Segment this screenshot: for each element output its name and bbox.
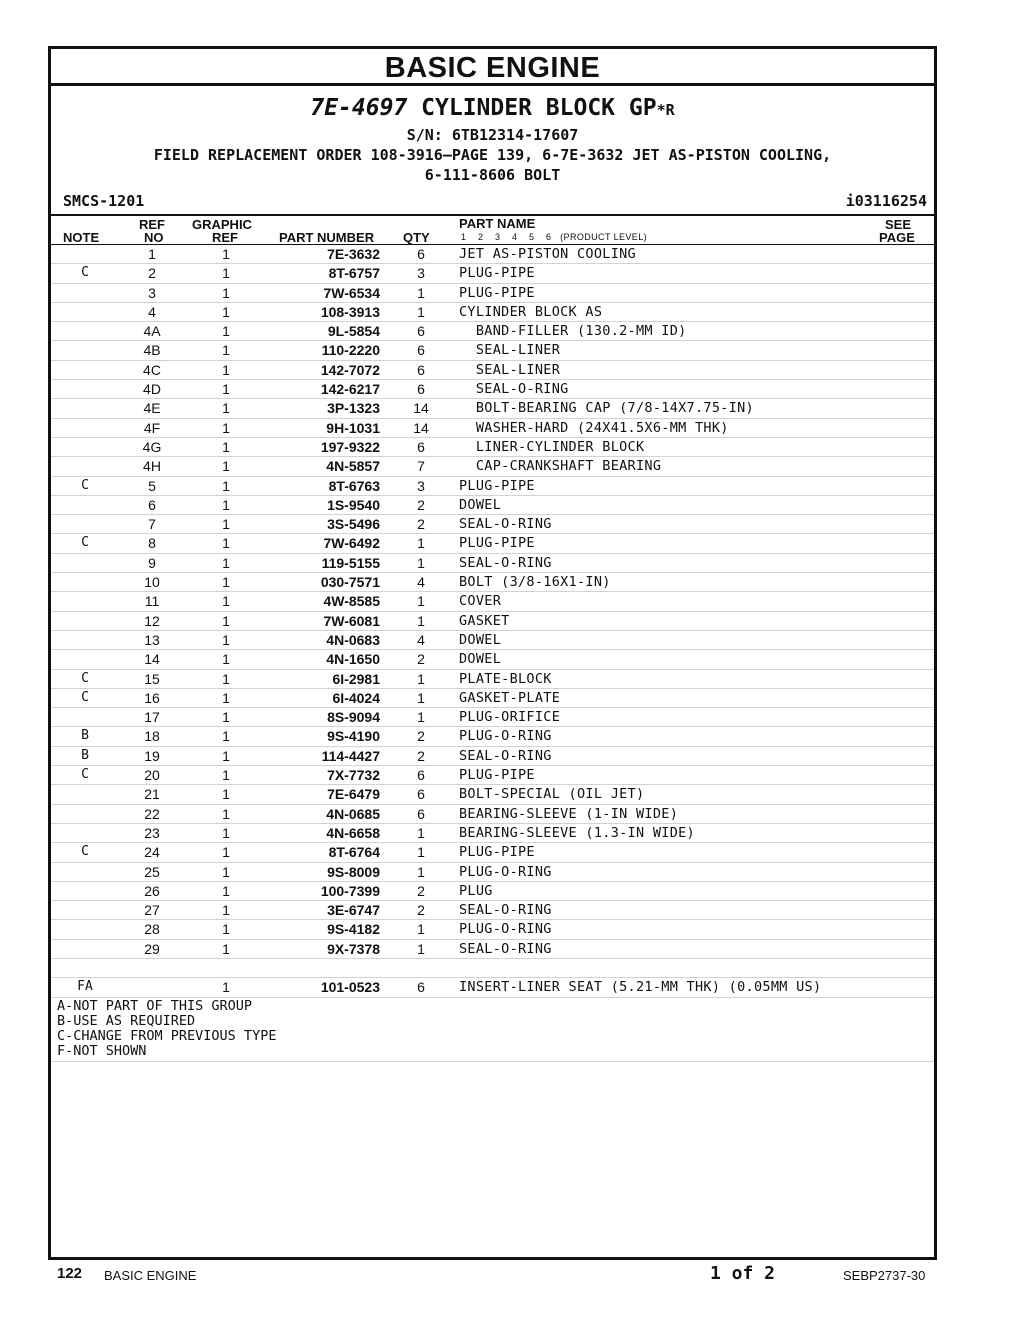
part-number-cell[interactable]: 8S-9094 xyxy=(327,709,380,726)
table-row[interactable] xyxy=(51,805,934,824)
group-part-number[interactable]: 7E-4697 xyxy=(310,95,408,121)
part-number-cell[interactable]: 4W-8585 xyxy=(323,593,380,610)
part-name-cell: GASKET xyxy=(459,612,510,629)
ref-no-cell: 28 xyxy=(144,921,160,938)
ref-no-cell: 1 xyxy=(148,246,156,262)
part-number-cell[interactable]: 3E-6747 xyxy=(327,902,380,919)
part-name-cell: CYLINDER BLOCK AS xyxy=(459,303,603,320)
qty-cell: 2 xyxy=(417,902,425,919)
graphic-ref-cell: 1 xyxy=(222,458,230,475)
table-row[interactable] xyxy=(51,766,934,785)
graphic-ref-cell: 1 xyxy=(222,786,230,803)
ref-no-cell: 18 xyxy=(144,728,160,745)
qty-cell: 6 xyxy=(417,323,425,340)
qty-cell: 3 xyxy=(417,477,425,494)
part-number-cell[interactable]: 101-0523 xyxy=(320,979,380,996)
part-name-cell: JET AS-PISTON COOLING xyxy=(459,246,636,262)
graphic-ref-cell: 1 xyxy=(222,496,230,513)
header-graphic-bottom: REF xyxy=(212,230,238,245)
ref-no-cell: 11 xyxy=(144,593,160,610)
qty-cell: 3 xyxy=(417,265,425,282)
part-number-cell[interactable]: 4N-6658 xyxy=(326,824,380,841)
qty-cell: 2 xyxy=(417,516,425,533)
section-title: BASIC ENGINE xyxy=(51,49,934,86)
ref-no-cell: 23 xyxy=(144,824,160,841)
graphic-ref-cell: 1 xyxy=(222,940,230,957)
graphic-ref-cell: 1 xyxy=(222,361,230,378)
graphic-ref-cell: 1 xyxy=(222,728,230,745)
table-row[interactable] xyxy=(51,573,934,592)
part-number-cell[interactable]: 6I-2981 xyxy=(332,670,380,687)
part-name-cell: SEAL-O-RING xyxy=(459,902,552,919)
note-cell: C xyxy=(81,844,89,860)
graphic-ref-cell: 1 xyxy=(222,438,230,455)
qty-cell: 4 xyxy=(417,631,425,648)
part-name-cell: PLATE-BLOCK xyxy=(459,670,552,687)
ref-no-cell: 14 xyxy=(144,651,160,668)
ref-no-cell: 10 xyxy=(144,574,160,591)
parts-table-body xyxy=(51,245,934,998)
note-legend-item: C-CHANGE FROM PREVIOUS TYPE xyxy=(57,1027,277,1044)
parts-page-frame xyxy=(48,46,937,1260)
qty-cell: 6 xyxy=(417,438,425,455)
part-name-cell: LINER-CYLINDER BLOCK xyxy=(459,438,645,455)
part-number-cell[interactable]: 6I-4024 xyxy=(332,689,380,706)
graphic-ref-cell: 1 xyxy=(222,921,230,938)
part-number-cell[interactable]: 8T-6764 xyxy=(328,844,380,861)
qty-cell: 1 xyxy=(417,535,425,552)
part-name-cell: BOLT-SPECIAL (OIL JET) xyxy=(459,786,645,803)
qty-cell: 6 xyxy=(417,805,425,822)
qty-cell: 6 xyxy=(417,979,425,996)
ref-no-cell: 4C xyxy=(143,361,161,378)
ref-no-cell: 5 xyxy=(148,477,156,494)
part-number-cell[interactable]: 7W-6492 xyxy=(323,535,380,552)
qty-cell: 2 xyxy=(417,651,425,668)
note-cell: C xyxy=(81,477,89,493)
part-name-cell: SEAL-O-RING xyxy=(459,516,552,533)
note-legend-item: B-USE AS REQUIRED xyxy=(57,1012,196,1029)
header-note: NOTE xyxy=(63,230,100,245)
table-row[interactable] xyxy=(51,631,934,650)
table-row[interactable] xyxy=(51,361,934,380)
ref-no-cell: 4D xyxy=(143,381,161,398)
part-name-cell: SEAL-LINER xyxy=(459,342,561,359)
ref-no-cell: 8 xyxy=(148,535,156,552)
smcs-code: SMCS-1201 xyxy=(63,192,145,210)
part-name-cell: SEAL-LINER xyxy=(459,361,561,378)
part-name-cell: DOWEL xyxy=(459,631,502,648)
qty-cell: 1 xyxy=(417,670,425,687)
part-name-cell: PLUG-O-RING xyxy=(459,863,552,880)
graphic-ref-cell: 1 xyxy=(222,767,230,784)
part-number-cell[interactable]: 110-2220 xyxy=(321,342,380,359)
table-row[interactable] xyxy=(51,419,934,438)
table-row[interactable] xyxy=(51,650,934,669)
graphic-ref-cell: 1 xyxy=(222,535,230,552)
group-suffix: *R xyxy=(656,101,675,119)
table-row[interactable] xyxy=(51,747,934,766)
graphic-ref-cell: 1 xyxy=(222,574,230,591)
ref-no-cell: 22 xyxy=(144,805,160,822)
part-number-cell[interactable]: 7W-6534 xyxy=(323,284,380,301)
note-cell: C xyxy=(81,265,89,281)
table-row[interactable] xyxy=(51,592,934,611)
page-number: 122 xyxy=(57,1265,83,1282)
part-number-cell[interactable]: 4N-1650 xyxy=(326,651,380,668)
note-cell: B xyxy=(81,728,89,744)
part-name-cell: PLUG-PIPE xyxy=(459,844,535,861)
qty-cell: 6 xyxy=(417,361,425,378)
graphic-ref-cell: 1 xyxy=(222,246,230,262)
qty-cell: 1 xyxy=(417,844,425,861)
part-number-cell[interactable]: 4N-5857 xyxy=(326,458,380,475)
part-number-cell[interactable]: 8T-6763 xyxy=(328,477,380,494)
document-number: SEBP2737-30 xyxy=(843,1268,926,1283)
qty-cell: 2 xyxy=(417,747,425,764)
ref-no-cell: 4B xyxy=(143,342,161,359)
graphic-ref-cell: 1 xyxy=(222,342,230,359)
ref-no-cell: 12 xyxy=(144,612,160,629)
ref-no-cell: 20 xyxy=(144,767,160,784)
table-row[interactable] xyxy=(51,612,934,631)
graphic-ref-cell: 1 xyxy=(222,477,230,494)
qty-cell: 4 xyxy=(417,574,425,591)
qty-cell: 1 xyxy=(417,921,425,938)
part-name-cell: PLUG-PIPE xyxy=(459,265,535,282)
illustration-id: i03116254 xyxy=(845,192,927,210)
part-name-cell: DOWEL xyxy=(459,496,502,513)
qty-cell: 6 xyxy=(417,342,425,359)
qty-cell: 1 xyxy=(417,863,425,880)
table-row[interactable] xyxy=(51,496,934,515)
qty-cell: 6 xyxy=(417,246,425,262)
part-name-cell: PLUG-O-RING xyxy=(459,921,552,938)
header-ref-bottom: NO xyxy=(144,230,164,245)
part-name-cell: PLUG xyxy=(459,882,493,899)
ref-no-cell: 4F xyxy=(143,419,161,436)
ref-no-cell: 9 xyxy=(148,554,156,571)
table-row[interactable] xyxy=(51,341,934,360)
note-cell: B xyxy=(81,747,89,763)
part-name-cell: CAP-CRANKSHAFT BEARING xyxy=(459,458,662,475)
part-number-cell[interactable]: 9H-1031 xyxy=(326,419,380,436)
serial-number-range: S/N: 6TB12314-17607 xyxy=(406,126,579,144)
part-name-cell: GASKET-PLATE xyxy=(459,689,561,706)
qty-cell: 1 xyxy=(417,824,425,841)
page-footer xyxy=(0,1262,1020,1292)
part-name-cell: PLUG-PIPE xyxy=(459,284,535,301)
ref-no-cell: 7 xyxy=(148,516,156,533)
part-name-cell: BEARING-SLEEVE (1.3-IN WIDE) xyxy=(459,824,695,841)
graphic-ref-cell: 1 xyxy=(222,747,230,764)
header-ref-top: REF xyxy=(139,217,165,232)
graphic-ref-cell: 1 xyxy=(222,709,230,726)
part-number-cell[interactable]: 7X-7732 xyxy=(327,767,380,784)
note-cell: FA xyxy=(77,979,93,995)
part-name-cell: PLUG-PIPE xyxy=(459,477,535,494)
part-number-cell[interactable]: 1S-9540 xyxy=(327,496,380,513)
table-spacer-row xyxy=(51,959,934,978)
qty-cell: 1 xyxy=(417,689,425,706)
part-number-cell[interactable]: 4N-0685 xyxy=(326,805,380,822)
part-number-cell[interactable]: 3S-5496 xyxy=(327,516,380,533)
table-row[interactable] xyxy=(51,670,934,689)
field-replacement-order-line-1: FIELD REPLACEMENT ORDER 108-3916—PAGE 139, 6-7E-3632 JET AS-PISTON COOLING, xyxy=(153,146,832,164)
graphic-ref-cell: 1 xyxy=(222,670,230,687)
qty-cell: 6 xyxy=(417,786,425,803)
ref-no-cell: 3 xyxy=(148,284,156,301)
part-name-cell: BOLT (3/8-16X1-IN) xyxy=(459,574,611,591)
graphic-ref-cell: 1 xyxy=(222,902,230,919)
graphic-ref-cell: 1 xyxy=(222,882,230,899)
qty-cell: 2 xyxy=(417,496,425,513)
ref-no-cell: 4H xyxy=(143,458,161,475)
qty-cell: 2 xyxy=(417,728,425,745)
part-name-cell: COVER xyxy=(459,593,502,610)
part-number-cell[interactable]: 114-4427 xyxy=(321,747,380,764)
note-cell: C xyxy=(81,689,89,705)
part-number-cell[interactable]: 9L-5854 xyxy=(327,323,380,340)
graphic-ref-cell: 1 xyxy=(222,844,230,861)
table-row[interactable] xyxy=(51,245,934,264)
table-header xyxy=(51,216,934,245)
table-row[interactable] xyxy=(51,708,934,727)
part-number-cell[interactable]: 108-3913 xyxy=(320,303,380,320)
part-number-cell[interactable]: 142-7072 xyxy=(320,361,380,378)
part-name-cell: SEAL-O-RING xyxy=(459,747,552,764)
table-row[interactable] xyxy=(51,457,934,476)
table-row[interactable] xyxy=(51,322,934,341)
graphic-ref-cell: 1 xyxy=(222,323,230,340)
ref-no-cell: 4A xyxy=(143,323,161,340)
part-number-cell[interactable]: 3P-1323 xyxy=(327,400,380,417)
table-row[interactable] xyxy=(51,843,934,862)
header-graphic-top: GRAPHIC xyxy=(192,217,252,232)
ref-no-cell: 25 xyxy=(144,863,160,880)
ref-no-cell: 4E xyxy=(143,400,161,417)
ref-no-cell: 24 xyxy=(144,844,160,861)
table-row[interactable] xyxy=(51,438,934,457)
ref-no-cell: 13 xyxy=(144,631,160,648)
table-row[interactable] xyxy=(51,554,934,573)
graphic-ref-cell: 1 xyxy=(222,651,230,668)
group-title xyxy=(51,93,934,125)
graphic-ref-cell: 1 xyxy=(222,419,230,436)
part-number-cell[interactable]: 9S-4182 xyxy=(327,921,380,938)
table-row[interactable] xyxy=(51,920,934,939)
qty-cell: 6 xyxy=(417,767,425,784)
graphic-ref-cell: 1 xyxy=(222,284,230,301)
table-row[interactable] xyxy=(51,264,934,283)
part-number-cell[interactable]: 8T-6757 xyxy=(328,265,380,282)
part-name-cell: PLUG-ORIFICE xyxy=(459,709,561,726)
ref-no-cell: 2 xyxy=(148,265,156,282)
table-row[interactable] xyxy=(51,824,934,843)
footer-section: BASIC ENGINE xyxy=(104,1268,197,1283)
part-number-cell[interactable]: 100-7399 xyxy=(320,882,380,899)
part-number-cell[interactable]: 4N-0683 xyxy=(326,631,380,648)
part-name-cell: SEAL-O-RING xyxy=(459,381,569,398)
part-number-cell[interactable]: 7E-6479 xyxy=(327,786,380,803)
header-part-number: PART NUMBER xyxy=(279,230,375,245)
graphic-ref-cell: 1 xyxy=(222,516,230,533)
part-number-cell[interactable]: 030-7571 xyxy=(320,574,380,591)
table-row[interactable] xyxy=(51,399,934,418)
part-number-cell[interactable]: 119-5155 xyxy=(321,554,380,571)
graphic-ref-cell: 1 xyxy=(222,631,230,648)
part-name-cell: DOWEL xyxy=(459,651,502,668)
part-number-cell[interactable]: 7E-3632 xyxy=(327,246,380,262)
qty-cell: 6 xyxy=(417,381,425,398)
ref-no-cell: 29 xyxy=(144,940,160,957)
part-name-cell: WASHER-HARD (24X41.5X6-MM THK) xyxy=(459,419,729,436)
note-legend-item: F-NOT SHOWN xyxy=(57,1042,147,1059)
part-number-cell[interactable]: 9S-8009 xyxy=(327,863,380,880)
graphic-ref-cell: 1 xyxy=(222,554,230,571)
header-part-name: PART NAME xyxy=(459,216,536,231)
graphic-ref-cell: 1 xyxy=(222,400,230,417)
ref-no-cell: 19 xyxy=(144,747,160,764)
note-cell: C xyxy=(81,670,89,686)
table-row[interactable] xyxy=(51,901,934,920)
table-row[interactable] xyxy=(51,284,934,303)
ref-no-cell: 15 xyxy=(144,670,160,687)
identifier-row xyxy=(51,188,934,216)
part-number-cell[interactable]: 9S-4190 xyxy=(327,728,380,745)
part-number-cell[interactable]: 9X-7378 xyxy=(327,940,380,957)
table-row[interactable] xyxy=(51,785,934,804)
qty-cell: 1 xyxy=(417,940,425,957)
part-name-cell: BAND-FILLER (130.2-MM ID) xyxy=(459,323,687,340)
note-cell: C xyxy=(81,535,89,551)
part-name-cell: PLUG-PIPE xyxy=(459,767,535,784)
field-replacement-order-line-2: 6-111-8606 BOLT xyxy=(424,166,561,184)
graphic-ref-cell: 1 xyxy=(222,863,230,880)
ref-no-cell: 27 xyxy=(144,902,160,919)
table-row[interactable] xyxy=(51,863,934,882)
table-row[interactable] xyxy=(51,689,934,708)
ref-no-cell: 21 xyxy=(144,786,160,803)
group-name: CYLINDER BLOCK GP xyxy=(421,95,657,121)
part-name-cell: SEAL-O-RING xyxy=(459,940,552,957)
qty-cell: 1 xyxy=(417,554,425,571)
sheet-indicator: 1 of 2 xyxy=(710,1263,776,1284)
header-qty: QTY xyxy=(403,230,430,245)
ref-no-cell: 16 xyxy=(144,689,160,706)
table-row[interactable] xyxy=(51,477,934,496)
qty-cell: 1 xyxy=(417,593,425,610)
qty-cell: 7 xyxy=(417,458,425,475)
table-row[interactable] xyxy=(51,380,934,399)
part-name-cell: INSERT-LINER SEAT (5.21-MM THK) (0.05MM US) xyxy=(459,979,822,996)
ref-no-cell: 26 xyxy=(144,882,160,899)
graphic-ref-cell: 1 xyxy=(222,381,230,398)
qty-cell: 14 xyxy=(413,419,429,436)
table-row[interactable] xyxy=(51,978,934,997)
notes-legend xyxy=(51,998,934,1062)
note-cell: C xyxy=(81,767,89,783)
graphic-ref-cell: 1 xyxy=(222,612,230,629)
part-name-cell: PLUG-PIPE xyxy=(459,535,535,552)
graphic-ref-cell: 1 xyxy=(222,979,230,996)
table-row[interactable] xyxy=(51,534,934,553)
qty-cell: 1 xyxy=(417,284,425,301)
graphic-ref-cell: 1 xyxy=(222,303,230,320)
ref-no-cell: 6 xyxy=(148,496,156,513)
qty-cell: 1 xyxy=(417,709,425,726)
table-row[interactable] xyxy=(51,940,934,959)
graphic-ref-cell: 1 xyxy=(222,265,230,282)
part-name-cell: BEARING-SLEEVE (1-IN WIDE) xyxy=(459,805,679,822)
header-product-level: 1 2 3 4 5 6 (PRODUCT LEVEL) xyxy=(461,232,647,242)
part-number-cell[interactable]: 7W-6081 xyxy=(323,612,380,629)
ref-no-cell: 4 xyxy=(148,303,156,320)
qty-cell: 2 xyxy=(417,882,425,899)
graphic-ref-cell: 1 xyxy=(222,824,230,841)
graphic-ref-cell: 1 xyxy=(222,593,230,610)
table-row[interactable] xyxy=(51,515,934,534)
header-see-top: SEE xyxy=(885,217,912,232)
graphic-ref-cell: 1 xyxy=(222,689,230,706)
part-name-cell: BOLT-BEARING CAP (7/8-14X7.75-IN) xyxy=(459,400,754,417)
part-name-cell: SEAL-O-RING xyxy=(459,554,552,571)
qty-cell: 1 xyxy=(417,612,425,629)
table-row[interactable] xyxy=(51,303,934,322)
part-name-cell: PLUG-O-RING xyxy=(459,728,552,745)
qty-cell: 14 xyxy=(413,400,429,417)
table-row[interactable] xyxy=(51,882,934,901)
qty-cell: 1 xyxy=(417,303,425,320)
part-number-cell[interactable]: 197-9322 xyxy=(320,438,380,455)
part-number-cell[interactable]: 142-6217 xyxy=(320,381,380,398)
table-row[interactable] xyxy=(51,727,934,746)
header-see-bottom: PAGE xyxy=(879,230,915,245)
graphic-ref-cell: 1 xyxy=(222,805,230,822)
ref-no-cell: 4G xyxy=(142,438,162,455)
ref-no-cell: 17 xyxy=(144,709,160,726)
note-legend-item: A-NOT PART OF THIS GROUP xyxy=(57,997,253,1014)
